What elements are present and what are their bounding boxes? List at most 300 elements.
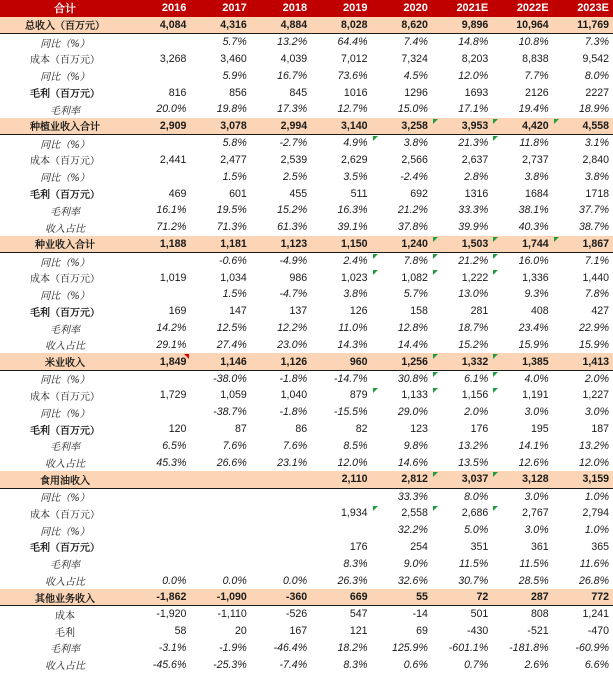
value-cell: 408 xyxy=(530,305,549,318)
value-cell: 169 xyxy=(168,305,187,318)
row-label: 同比（%） xyxy=(40,257,90,269)
gross-margin-row xyxy=(0,101,613,118)
value-cell: 2,686 xyxy=(432,505,492,522)
value-cell: 21.2% xyxy=(432,252,492,269)
value-cell: 1,413 xyxy=(553,353,613,370)
row-label: 同比（%） xyxy=(40,290,90,302)
row-label: 同比（%） xyxy=(40,375,90,387)
value-cell: 45.3% xyxy=(156,456,187,469)
value-cell: 30.7% xyxy=(458,574,489,587)
value-cell: 187 xyxy=(591,423,609,436)
value-cell: 879 xyxy=(349,389,368,402)
yoy-row xyxy=(0,488,613,505)
value-cell: 772 xyxy=(553,589,613,606)
value-cell: 1,867 xyxy=(553,236,613,253)
value-cell xyxy=(130,505,190,522)
value-cell: 6.1% xyxy=(432,370,492,387)
revenue-share-row xyxy=(0,572,613,589)
value-cell: 33.3% xyxy=(458,204,489,217)
value-cell: 1718 xyxy=(585,187,609,200)
value-cell: 1,059 xyxy=(220,389,247,402)
value-cell: 1.0% xyxy=(584,524,609,537)
value-cell: 1.5% xyxy=(222,288,247,301)
value-cell: 16.0% xyxy=(492,252,552,269)
value-cell xyxy=(190,539,250,556)
value-cell xyxy=(251,471,311,488)
value-cell: 7.1% xyxy=(584,255,609,268)
header-row xyxy=(0,0,613,17)
row-label: 收入占比 xyxy=(45,577,85,589)
value-cell: 2.5% xyxy=(282,170,308,183)
value-cell xyxy=(130,168,190,185)
value-cell: 8,028 xyxy=(311,17,371,34)
value-cell: 511 xyxy=(350,187,368,200)
value-cell: -4.7% xyxy=(279,288,308,301)
row-label: 其他业务收入 xyxy=(0,589,130,606)
cost-row xyxy=(0,606,613,623)
value-cell: 4,316 xyxy=(190,17,250,34)
value-cell: 5.7% xyxy=(222,36,247,49)
value-cell: 40.3% xyxy=(518,221,549,234)
value-cell: 1,126 xyxy=(251,353,311,370)
value-cell: 167 xyxy=(289,625,308,638)
value-cell: 147 xyxy=(229,305,247,318)
value-cell: 0.0% xyxy=(222,574,247,587)
value-cell: -15.5% xyxy=(333,406,368,419)
value-cell: 1,729 xyxy=(159,389,187,402)
value-cell: 0.0% xyxy=(162,574,187,587)
value-cell: 2.8% xyxy=(464,170,489,183)
value-cell: 501 xyxy=(470,608,489,621)
value-cell: 4.5% xyxy=(403,69,428,82)
value-cell: 4,039 xyxy=(280,52,308,65)
value-cell: 254 xyxy=(410,540,428,553)
value-cell: 2.0% xyxy=(584,372,609,385)
value-cell: -45.6% xyxy=(152,658,187,671)
value-cell: 365 xyxy=(591,540,609,553)
value-cell: 2,767 xyxy=(492,505,552,522)
yoy-row xyxy=(0,286,613,303)
value-cell: 12.8% xyxy=(397,322,428,335)
value-cell: 1,123 xyxy=(251,236,311,253)
value-cell xyxy=(130,539,190,556)
row-label: 种业收入合计 xyxy=(0,236,130,253)
value-cell xyxy=(130,370,190,387)
value-cell xyxy=(190,522,250,539)
revenue-share-row xyxy=(0,219,613,236)
value-cell: 23.0% xyxy=(277,338,308,351)
value-cell: 19.8% xyxy=(216,103,247,116)
value-cell: -25.3% xyxy=(213,658,247,671)
value-cell: -0.6% xyxy=(219,255,247,268)
value-cell xyxy=(130,488,190,505)
value-cell: 3,159 xyxy=(553,471,613,488)
gross-profit-row xyxy=(0,185,613,202)
value-cell: 601 xyxy=(229,187,247,200)
value-cell: 37.8% xyxy=(397,221,428,234)
value-cell: 20 xyxy=(234,625,247,638)
value-cell xyxy=(130,522,190,539)
value-cell: 5.0% xyxy=(464,524,489,537)
value-cell: 7,012 xyxy=(340,52,368,65)
value-cell: 281 xyxy=(470,305,489,318)
value-cell: 30.8% xyxy=(397,372,428,385)
value-cell: 1,191 xyxy=(492,387,552,404)
value-cell: 12.6% xyxy=(518,456,549,469)
section-row xyxy=(0,353,613,370)
row-label: 毛利 xyxy=(55,627,75,639)
value-cell: 11.0% xyxy=(338,322,368,335)
cost-row xyxy=(0,623,613,640)
value-cell: 16.1% xyxy=(156,204,187,217)
value-cell: 2,477 xyxy=(220,153,247,166)
value-cell: 856 xyxy=(229,86,247,99)
value-cell: 1,934 xyxy=(340,507,368,520)
value-cell: 15.2% xyxy=(277,204,308,217)
value-cell: -430 xyxy=(467,625,489,638)
value-cell: 18.9% xyxy=(578,103,609,116)
value-cell: 14.8% xyxy=(458,36,489,49)
value-cell: 20.0% xyxy=(156,103,187,116)
row-label: 米业收入 xyxy=(0,353,130,370)
value-cell: 1,332 xyxy=(432,353,492,370)
gross-margin-row xyxy=(0,202,613,219)
value-cell: 2,539 xyxy=(280,153,308,166)
value-cell: 38.7% xyxy=(578,221,609,234)
yoy-row xyxy=(0,135,613,152)
value-cell: 5.9% xyxy=(222,69,247,82)
value-cell: 1,188 xyxy=(130,236,190,253)
value-cell xyxy=(251,539,311,556)
value-cell: -14 xyxy=(412,608,428,621)
section-row xyxy=(0,236,613,253)
revenue-share-row xyxy=(0,337,613,354)
value-cell: 1,256 xyxy=(372,353,432,370)
value-cell: -470 xyxy=(587,625,609,638)
value-cell: 2,629 xyxy=(340,153,368,166)
row-label: 成本 xyxy=(55,610,75,622)
value-cell: 2,441 xyxy=(159,153,187,166)
revenue-share-row xyxy=(0,454,613,471)
gross-profit-row xyxy=(0,303,613,320)
row-label: 食用油收入 xyxy=(0,471,130,488)
value-cell: 12.0% xyxy=(337,456,368,469)
value-cell: 14.3% xyxy=(337,338,368,351)
value-cell: 361 xyxy=(530,540,549,553)
value-cell: 2227 xyxy=(585,86,609,99)
value-cell: 7.3% xyxy=(584,36,609,49)
value-cell: 7.6% xyxy=(222,439,247,452)
value-cell: 15.9% xyxy=(518,338,549,351)
value-cell: 19.4% xyxy=(518,103,549,116)
value-cell: 3.8% xyxy=(372,135,432,152)
row-label: 收入占比 xyxy=(45,223,85,235)
value-cell: 2.6% xyxy=(524,658,549,671)
value-cell: 19.5% xyxy=(216,204,247,217)
value-cell: 3.8% xyxy=(343,288,368,301)
yoy-row xyxy=(0,67,613,84)
value-cell: 9.3% xyxy=(524,288,549,301)
value-cell: -601.1% xyxy=(448,641,489,654)
value-cell: -1.8% xyxy=(279,406,308,419)
value-cell: 14.4% xyxy=(397,338,428,351)
value-cell: 7.6% xyxy=(282,439,308,452)
value-cell: 3,037 xyxy=(432,471,492,488)
value-cell: 1,023 xyxy=(340,271,368,284)
value-cell: 960 xyxy=(311,353,371,370)
value-cell: 33.3% xyxy=(397,490,428,503)
value-cell: 4,084 xyxy=(130,17,190,34)
gross-profit-row xyxy=(0,421,613,438)
value-cell: 4.9% xyxy=(343,137,368,150)
value-cell xyxy=(130,67,190,84)
row-label: 毛利（百万元） xyxy=(30,307,100,319)
value-cell: 2,566 xyxy=(401,153,428,166)
header-year-2018: 2018 xyxy=(251,0,311,17)
value-cell: 1,019 xyxy=(159,271,187,284)
value-cell: 3,128 xyxy=(492,471,552,488)
value-cell: 1,227 xyxy=(582,389,609,402)
value-cell: 1,156 xyxy=(432,387,492,404)
value-cell: -2.7% xyxy=(279,137,308,150)
header-year-2017: 2017 xyxy=(190,0,250,17)
cost-row xyxy=(0,151,613,168)
cost-row xyxy=(0,269,613,286)
revenue-share-row xyxy=(0,656,613,673)
value-cell: 1,222 xyxy=(432,269,492,286)
value-cell: 692 xyxy=(410,187,428,200)
value-cell: 58 xyxy=(174,625,187,638)
value-cell: 1,385 xyxy=(492,353,552,370)
row-label: 毛利率 xyxy=(50,644,80,656)
value-cell: 9,542 xyxy=(582,52,609,65)
value-cell: 9.8% xyxy=(403,439,428,452)
row-label: 毛利率 xyxy=(50,105,80,117)
row-label: 同比（%） xyxy=(40,139,90,151)
value-cell: 14.6% xyxy=(397,456,428,469)
value-cell: 1,133 xyxy=(372,387,432,404)
value-cell: 3.0% xyxy=(584,406,609,419)
row-label: 收入占比 xyxy=(45,459,85,471)
value-cell: 28.5% xyxy=(518,574,549,587)
value-cell: 2126 xyxy=(525,86,549,99)
value-cell: 1296 xyxy=(404,86,428,99)
value-cell: 26.6% xyxy=(216,456,247,469)
value-cell: 351 xyxy=(470,540,489,553)
value-cell: -3.1% xyxy=(158,641,187,654)
row-label: 毛利率 xyxy=(50,324,80,336)
value-cell: 13.2% xyxy=(578,439,609,452)
value-cell: 17.3% xyxy=(277,103,308,116)
header-label-cell: 合计 xyxy=(0,0,130,17)
yoy-row xyxy=(0,168,613,185)
value-cell: 1,150 xyxy=(311,236,371,253)
value-cell: 18.2% xyxy=(337,641,368,654)
value-cell: 845 xyxy=(289,86,308,99)
value-cell: 547 xyxy=(349,608,368,621)
value-cell xyxy=(251,488,311,505)
value-cell: 7.4% xyxy=(403,36,428,49)
cost-row xyxy=(0,50,613,67)
value-cell: 7.8% xyxy=(372,252,432,269)
value-cell: 38.1% xyxy=(518,204,549,217)
value-cell: -2.4% xyxy=(400,170,428,183)
row-label: 毛利率 xyxy=(50,206,80,218)
section-row xyxy=(0,17,613,34)
value-cell: 15.0% xyxy=(397,103,428,116)
value-cell: -38.7% xyxy=(213,406,247,419)
value-cell: 455 xyxy=(289,187,308,200)
yoy-row xyxy=(0,34,613,51)
value-cell: 6.6% xyxy=(584,658,609,671)
value-cell: 2.4% xyxy=(343,255,368,268)
value-cell: 2,737 xyxy=(522,153,549,166)
header-year-2020: 2020 xyxy=(372,0,432,17)
value-cell: 1,240 xyxy=(372,236,432,253)
value-cell: 0.6% xyxy=(403,658,428,671)
value-cell: 176 xyxy=(349,540,368,553)
value-cell: 1316 xyxy=(464,187,489,200)
value-cell: -46.4% xyxy=(273,641,308,654)
value-cell: 12.0% xyxy=(578,456,609,469)
value-cell: 27.4% xyxy=(216,338,247,351)
value-cell xyxy=(130,135,190,152)
row-label: 毛利（百万元） xyxy=(30,89,100,101)
value-cell: 5.7% xyxy=(403,288,428,301)
value-cell: 12.2% xyxy=(277,322,308,335)
value-cell: 3.5% xyxy=(343,170,368,183)
value-cell: 1693 xyxy=(464,86,489,99)
value-cell: 427 xyxy=(591,305,609,318)
row-label: 成本（百万元） xyxy=(30,274,100,286)
value-cell: 3.1% xyxy=(584,137,609,150)
value-cell: 12.7% xyxy=(337,103,368,116)
gross-margin-row xyxy=(0,438,613,455)
gross-profit-row xyxy=(0,539,613,556)
value-cell: 13.2% xyxy=(277,36,308,49)
value-cell: -1,110 xyxy=(217,608,247,621)
value-cell: 3,140 xyxy=(311,118,371,135)
value-cell: 37.7% xyxy=(578,204,609,217)
value-cell: 1,181 xyxy=(190,236,250,253)
value-cell: 8.0% xyxy=(584,69,609,82)
value-cell: 7.8% xyxy=(584,288,609,301)
value-cell: 69 xyxy=(416,625,428,638)
value-cell: 669 xyxy=(311,589,371,606)
value-cell: -1,862 xyxy=(130,589,190,606)
table-body xyxy=(0,17,613,673)
row-label: 总收入（百万元） xyxy=(0,17,130,34)
value-cell: -60.9% xyxy=(575,641,609,654)
gross-profit-row xyxy=(0,84,613,101)
value-cell: 8.0% xyxy=(464,490,489,503)
row-label: 种植业收入合计 xyxy=(0,118,130,135)
value-cell: 18.7% xyxy=(458,322,489,335)
section-row xyxy=(0,118,613,135)
value-cell xyxy=(311,488,371,505)
value-cell: -360 xyxy=(251,589,311,606)
value-cell: 816 xyxy=(168,86,187,99)
value-cell: 9.0% xyxy=(403,557,428,570)
value-cell: 3.8% xyxy=(524,170,549,183)
row-label: 收入占比 xyxy=(45,341,85,353)
value-cell: 0.0% xyxy=(282,574,308,587)
value-cell: 3,953 xyxy=(432,118,492,135)
value-cell: 86 xyxy=(295,423,308,436)
value-cell: -7.4% xyxy=(279,658,308,671)
value-cell: -1,920 xyxy=(156,608,187,621)
value-cell: 4,558 xyxy=(553,118,613,135)
value-cell: 1,082 xyxy=(372,269,432,286)
value-cell: 15.2% xyxy=(458,338,489,351)
value-cell: 1,040 xyxy=(280,389,308,402)
value-cell: 808 xyxy=(530,608,549,621)
value-cell: 26.3% xyxy=(337,574,368,587)
value-cell xyxy=(251,555,311,572)
value-cell: 4,420 xyxy=(492,118,552,135)
value-cell: 61.3% xyxy=(277,221,308,234)
value-cell: 1.0% xyxy=(584,490,609,503)
value-cell: 3,258 xyxy=(372,118,432,135)
value-cell: 14.1% xyxy=(518,439,549,452)
value-cell: 39.9% xyxy=(458,221,489,234)
value-cell: 1,849 xyxy=(130,353,190,370)
value-cell: 8,203 xyxy=(461,52,489,65)
value-cell: 8,620 xyxy=(372,17,432,34)
value-cell xyxy=(311,522,371,539)
value-cell: 13.2% xyxy=(458,439,489,452)
value-cell: -38.0% xyxy=(213,372,247,385)
value-cell: 1684 xyxy=(525,187,549,200)
row-label: 毛利（百万元） xyxy=(30,543,100,555)
yoy-row xyxy=(0,370,613,387)
yoy-row xyxy=(0,522,613,539)
row-label: 同比（%） xyxy=(40,408,90,420)
value-cell: 1,744 xyxy=(492,236,552,253)
gross-margin-row xyxy=(0,320,613,337)
value-cell xyxy=(130,286,190,303)
value-cell: 5.8% xyxy=(222,137,247,150)
value-cell: 29.1% xyxy=(156,338,187,351)
value-cell: 9,896 xyxy=(432,17,492,34)
value-cell xyxy=(130,555,190,572)
value-cell: 195 xyxy=(530,423,549,436)
row-label: 成本（百万元） xyxy=(30,509,100,521)
value-cell: 11.5% xyxy=(458,557,489,570)
header-year-2022e: 2022E xyxy=(492,0,552,17)
value-cell: 1,146 xyxy=(190,353,250,370)
value-cell xyxy=(130,471,190,488)
value-cell: 137 xyxy=(289,305,308,318)
row-label: 毛利（百万元） xyxy=(30,190,100,202)
value-cell: 4,884 xyxy=(251,17,311,34)
value-cell: 2.0% xyxy=(464,406,489,419)
value-cell: 29.0% xyxy=(397,406,428,419)
value-cell: 71.2% xyxy=(156,221,187,234)
value-cell: 1,034 xyxy=(220,271,247,284)
value-cell: 13.0% xyxy=(458,288,489,301)
row-label: 成本（百万元） xyxy=(30,156,100,168)
value-cell xyxy=(130,252,190,269)
value-cell: 1.5% xyxy=(222,170,247,183)
value-cell: 1,440 xyxy=(582,271,609,284)
value-cell: 15.9% xyxy=(578,338,609,351)
value-cell: 16.3% xyxy=(337,204,368,217)
value-cell: 986 xyxy=(289,271,308,284)
value-cell: 72 xyxy=(432,589,492,606)
row-label: 成本（百万元） xyxy=(30,55,100,67)
cost-row xyxy=(0,387,613,404)
